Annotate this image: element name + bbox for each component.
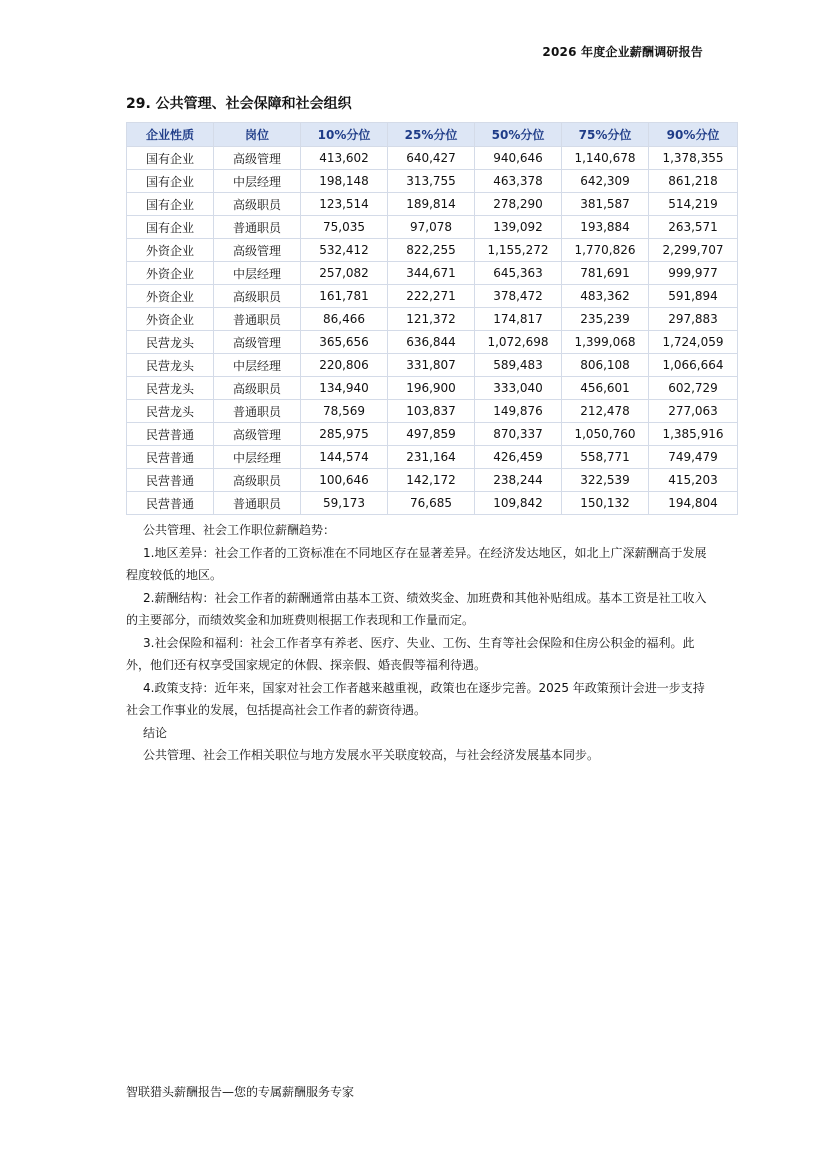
cell-p50: 333,040 <box>475 377 562 400</box>
trend-point-insurance: 3.社会保险和福利：社会工作者享有养老、医疗、失业、工伤、生育等社会保险和住房公积金的福利。此外，他们还有权享受国家规定的休假、探亲假、婚丧假等福利待遇。 <box>126 635 695 672</box>
cell-p25: 231,164 <box>388 446 475 469</box>
conclusion-heading: 结论 <box>143 725 168 740</box>
cell-company-type: 民营普通 <box>127 446 214 469</box>
cell-company-type: 国有企业 <box>127 170 214 193</box>
cell-company-type: 民营普通 <box>127 423 214 446</box>
cell-p50: 174,817 <box>475 308 562 331</box>
table-row <box>127 492 738 515</box>
cell-p25: 636,844 <box>388 331 475 354</box>
cell-position: 普通职员 <box>214 216 301 239</box>
column-header-position: 岗位 <box>214 123 301 147</box>
trend-heading: 公共管理、社会工作职位薪酬趋势： <box>143 523 336 537</box>
cell-p75: 558,771 <box>562 446 649 469</box>
cell-p50: 940,646 <box>475 147 562 170</box>
table-row <box>127 193 738 216</box>
cell-company-type: 外资企业 <box>127 285 214 308</box>
cell-p50: 1,155,272 <box>475 239 562 262</box>
cell-p10: 413,602 <box>301 147 388 170</box>
cell-p75: 150,132 <box>562 492 649 515</box>
cell-p10: 59,173 <box>301 492 388 515</box>
cell-p10: 198,148 <box>301 170 388 193</box>
table-row <box>127 469 738 492</box>
cell-p50: 1,072,698 <box>475 331 562 354</box>
table-row <box>127 147 738 170</box>
footer-text: 智联猎头薪酬报告—您的专属薪酬服务专家 <box>126 1085 355 1099</box>
cell-p10: 285,975 <box>301 423 388 446</box>
cell-p75: 322,539 <box>562 469 649 492</box>
cell-p10: 78,569 <box>301 400 388 423</box>
cell-position: 中层经理 <box>214 170 301 193</box>
cell-p90: 277,063 <box>649 400 738 423</box>
cell-position: 高级职员 <box>214 377 301 400</box>
cell-p25: 121,372 <box>388 308 475 331</box>
cell-p50: 278,290 <box>475 193 562 216</box>
column-header-p75: 75%分位 <box>562 123 649 147</box>
cell-p10: 100,646 <box>301 469 388 492</box>
cell-p25: 313,755 <box>388 170 475 193</box>
cell-p50: 645,363 <box>475 262 562 285</box>
cell-p90: 2,299,707 <box>649 239 738 262</box>
cell-position: 普通职员 <box>214 492 301 515</box>
column-header-p90: 90%分位 <box>649 123 738 147</box>
cell-p75: 1,770,826 <box>562 239 649 262</box>
cell-company-type: 民营龙头 <box>127 400 214 423</box>
cell-company-type: 国有企业 <box>127 193 214 216</box>
cell-p10: 365,656 <box>301 331 388 354</box>
salary-table-body <box>127 147 738 515</box>
cell-p75: 1,050,760 <box>562 423 649 446</box>
cell-position: 中层经理 <box>214 354 301 377</box>
cell-p50: 238,244 <box>475 469 562 492</box>
cell-position: 高级职员 <box>214 193 301 216</box>
cell-company-type: 民营龙头 <box>127 331 214 354</box>
trend-point-policy: 4.政策支持：近年来，国家对社会工作者越来越重视，政策也在逐步完善。2025 年政策预计会进一步支持社会工作事业的发展，包括提高社会工作者的薪资待遇。 <box>126 680 705 717</box>
table-header-row <box>127 123 738 147</box>
cell-position: 普通职员 <box>214 308 301 331</box>
table-row <box>127 377 738 400</box>
cell-position: 普通职员 <box>214 400 301 423</box>
cell-p25: 76,685 <box>388 492 475 515</box>
cell-p25: 103,837 <box>388 400 475 423</box>
cell-p90: 999,977 <box>649 262 738 285</box>
column-header-company-type: 企业性质 <box>127 123 214 147</box>
column-header-p50: 50%分位 <box>475 123 562 147</box>
cell-p25: 822,255 <box>388 239 475 262</box>
cell-company-type: 国有企业 <box>127 147 214 170</box>
cell-p90: 1,066,664 <box>649 354 738 377</box>
cell-p25: 196,900 <box>388 377 475 400</box>
cell-p90: 602,729 <box>649 377 738 400</box>
column-header-p25: 25%分位 <box>388 123 475 147</box>
table-row <box>127 400 738 423</box>
report-header-title: 2026 年度企业薪酬调研报告 <box>542 45 703 59</box>
cell-position: 中层经理 <box>214 262 301 285</box>
cell-p10: 86,466 <box>301 308 388 331</box>
cell-p90: 514,219 <box>649 193 738 216</box>
cell-p90: 194,804 <box>649 492 738 515</box>
cell-position: 高级管理 <box>214 147 301 170</box>
cell-company-type: 民营普通 <box>127 469 214 492</box>
cell-p75: 193,884 <box>562 216 649 239</box>
table-row <box>127 239 738 262</box>
cell-p90: 861,218 <box>649 170 738 193</box>
cell-p25: 331,807 <box>388 354 475 377</box>
cell-p50: 378,472 <box>475 285 562 308</box>
cell-company-type: 民营龙头 <box>127 354 214 377</box>
cell-p75: 235,239 <box>562 308 649 331</box>
cell-p50: 870,337 <box>475 423 562 446</box>
conclusion-text: 公共管理、社会工作相关职位与地方发展水平关联度较高，与社会经济发展基本同步。 <box>143 748 600 762</box>
table-row <box>127 216 738 239</box>
salary-table-header <box>127 123 738 147</box>
cell-company-type: 外资企业 <box>127 308 214 331</box>
trend-point-regional: 1.地区差异：社会工作者的工资标准在不同地区存在显著差异。在经济发达地区，如北上广深薪酬高于发展程度较低的地区。 <box>126 545 707 582</box>
cell-p10: 161,781 <box>301 285 388 308</box>
cell-p75: 1,399,068 <box>562 331 649 354</box>
cell-p50: 589,483 <box>475 354 562 377</box>
table-row <box>127 446 738 469</box>
cell-p75: 642,309 <box>562 170 649 193</box>
cell-p75: 1,140,678 <box>562 147 649 170</box>
column-header-p10: 10%分位 <box>301 123 388 147</box>
cell-p50: 149,876 <box>475 400 562 423</box>
cell-company-type: 外资企业 <box>127 262 214 285</box>
cell-p50: 109,842 <box>475 492 562 515</box>
cell-p75: 483,362 <box>562 285 649 308</box>
cell-p50: 426,459 <box>475 446 562 469</box>
cell-p25: 497,859 <box>388 423 475 446</box>
table-row <box>127 170 738 193</box>
salary-table <box>126 122 738 515</box>
cell-p10: 532,412 <box>301 239 388 262</box>
cell-p90: 1,724,059 <box>649 331 738 354</box>
table-row <box>127 262 738 285</box>
cell-p75: 456,601 <box>562 377 649 400</box>
cell-p75: 212,478 <box>562 400 649 423</box>
cell-p90: 591,894 <box>649 285 738 308</box>
cell-p25: 344,671 <box>388 262 475 285</box>
cell-p10: 220,806 <box>301 354 388 377</box>
cell-position: 高级管理 <box>214 239 301 262</box>
table-row <box>127 331 738 354</box>
cell-p25: 222,271 <box>388 285 475 308</box>
cell-p90: 749,479 <box>649 446 738 469</box>
cell-p10: 75,035 <box>301 216 388 239</box>
cell-p25: 189,814 <box>388 193 475 216</box>
cell-position: 高级管理 <box>214 423 301 446</box>
trend-analysis <box>126 519 716 767</box>
cell-company-type: 民营龙头 <box>127 377 214 400</box>
cell-p10: 123,514 <box>301 193 388 216</box>
cell-p90: 1,378,355 <box>649 147 738 170</box>
cell-p50: 463,378 <box>475 170 562 193</box>
table-row <box>127 354 738 377</box>
cell-position: 中层经理 <box>214 446 301 469</box>
cell-p90: 1,385,916 <box>649 423 738 446</box>
cell-p75: 806,108 <box>562 354 649 377</box>
cell-company-type: 民营普通 <box>127 492 214 515</box>
cell-position: 高级职员 <box>214 285 301 308</box>
cell-p25: 142,172 <box>388 469 475 492</box>
cell-p90: 297,883 <box>649 308 738 331</box>
table-row <box>127 423 738 446</box>
cell-position: 高级管理 <box>214 331 301 354</box>
cell-p90: 263,571 <box>649 216 738 239</box>
cell-p75: 381,587 <box>562 193 649 216</box>
table-row <box>127 308 738 331</box>
cell-position: 高级职员 <box>214 469 301 492</box>
cell-p10: 134,940 <box>301 377 388 400</box>
cell-p25: 97,078 <box>388 216 475 239</box>
cell-company-type: 国有企业 <box>127 216 214 239</box>
cell-company-type: 外资企业 <box>127 239 214 262</box>
trend-point-structure: 2.薪酬结构：社会工作者的薪酬通常由基本工资、绩效奖金、加班费和其他补贴组成。基本工资是社工收入的主要部分，而绩效奖金和加班费则根据工作表现和工作量而定。 <box>126 590 707 627</box>
cell-p75: 781,691 <box>562 262 649 285</box>
cell-p10: 257,082 <box>301 262 388 285</box>
section-title: 29. 公共管理、社会保障和社会组织 <box>126 96 352 112</box>
cell-p90: 415,203 <box>649 469 738 492</box>
cell-p10: 144,574 <box>301 446 388 469</box>
cell-p25: 640,427 <box>388 147 475 170</box>
table-row <box>127 285 738 308</box>
cell-p50: 139,092 <box>475 216 562 239</box>
